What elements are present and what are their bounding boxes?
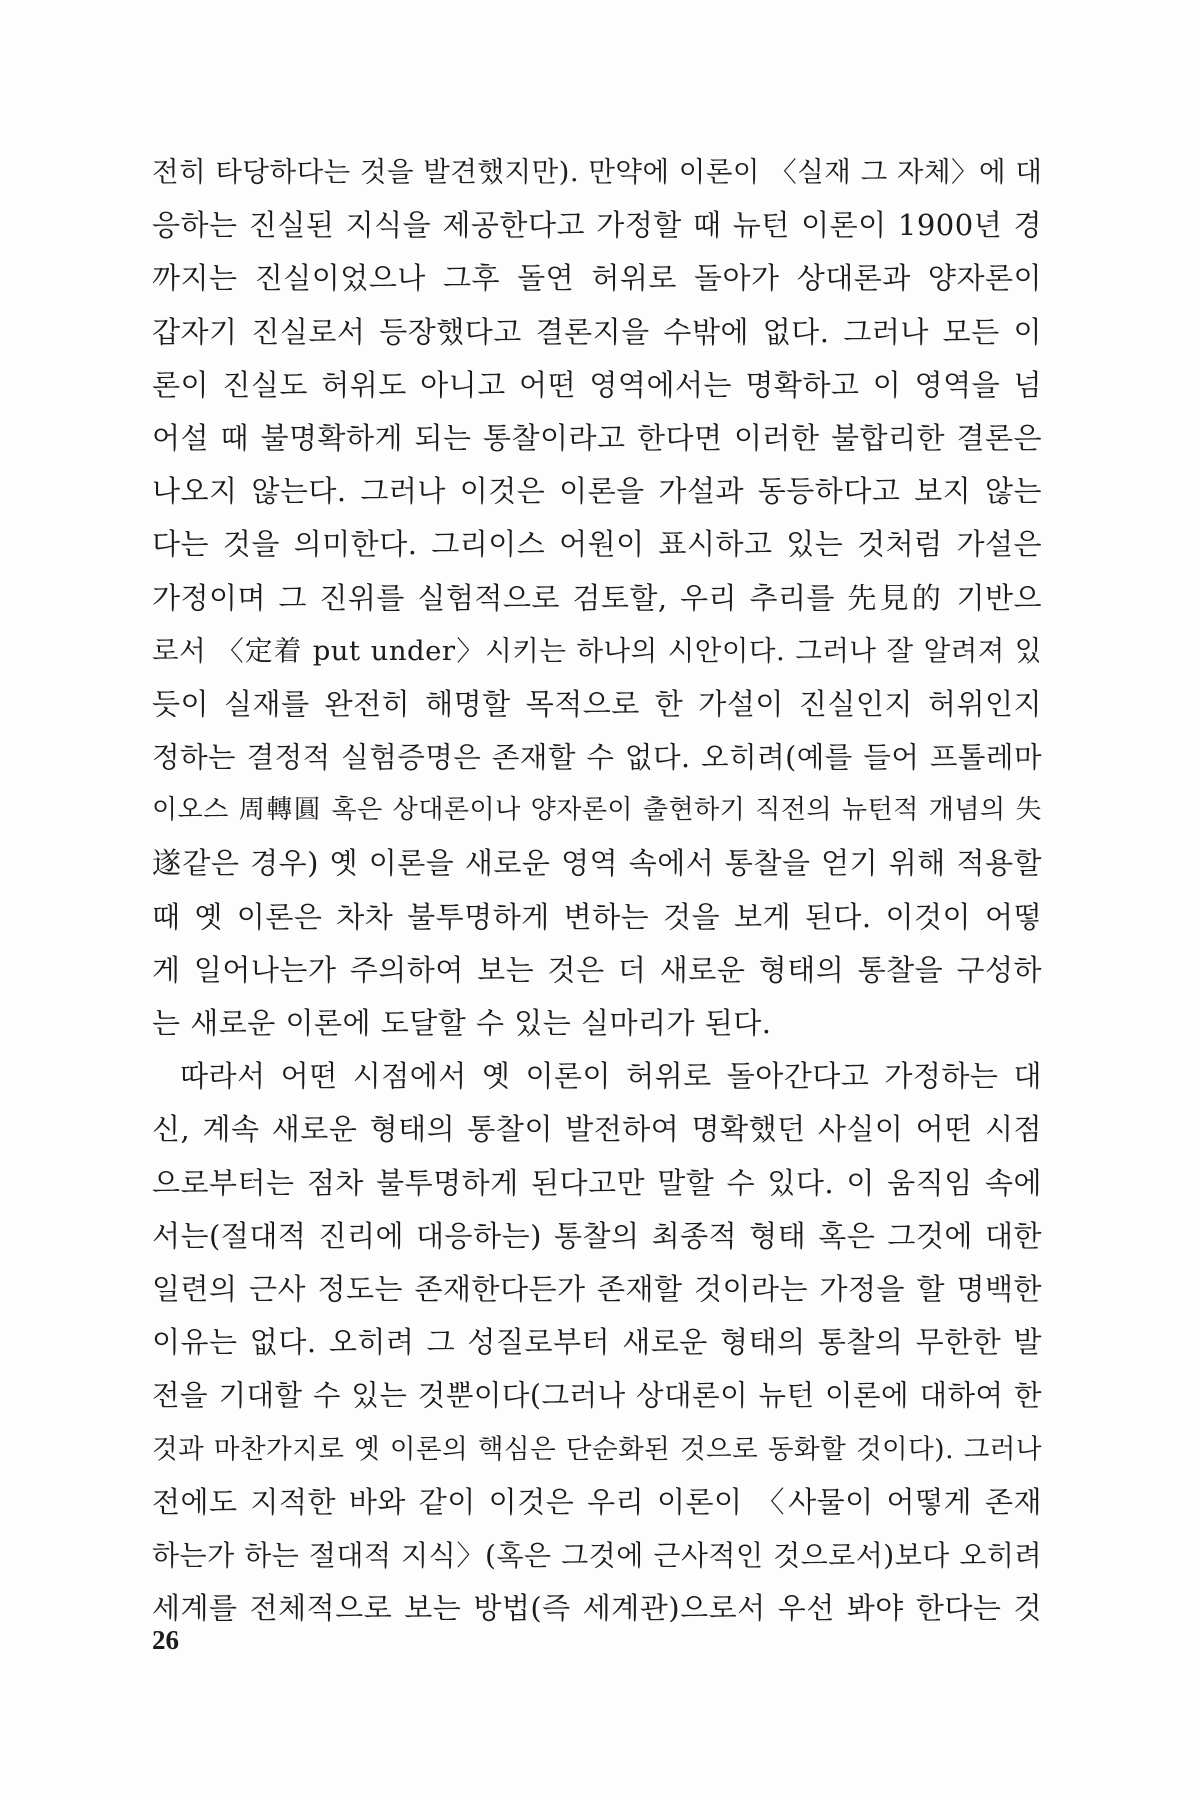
text-line: 때 옛 이론은 차차 불투명하게 변하는 것을 보게 된다. 이것이 어떻 <box>152 899 1042 934</box>
text-line: 것과 마찬가지로 옛 이론의 핵심은 단순화된 것으로 동화할 것이다). 그러나 <box>152 1433 1042 1465</box>
text-line: 전히 타당하다는 것을 발견했지만). 만약에 이론이 〈실재 그 자체〉에 대 <box>152 156 1043 188</box>
text-line: 이유는 없다. 오히려 그 성질로부터 새로운 형태의 통찰의 무한한 발 <box>152 1325 1042 1360</box>
text-line: 다는 것을 의미한다. 그리이스 어원이 표시하고 있는 것처럼 가설은 <box>152 527 1042 562</box>
text-line: 게 일어나는가 주의하여 보는 것은 더 새로운 형태의 통찰을 구성하 <box>152 952 1042 987</box>
text-line: 갑자기 진실로서 등장했다고 결론지을 수밖에 없다. 그러나 모든 이 <box>152 314 1042 349</box>
text-line: 나오지 않는다. 그러나 이것은 이론을 가설과 동등하다고 보지 않는 <box>152 474 1042 509</box>
text-line: 듯이 실재를 완전히 해명할 목적으로 한 가설이 진실인지 허위인지 <box>152 686 1042 721</box>
body-text <box>152 146 1042 1635</box>
text-line: 전을 기대할 수 있는 것뿐이다(그러나 상대론이 뉴턴 이론에 대하여 한 <box>152 1379 1042 1413</box>
text-line: 어설 때 불명확하게 되는 통찰이라고 한다면 이러한 불합리한 결론은 <box>152 420 1042 455</box>
text-line: 세계를 전체적으로 보는 방법(즉 세계관)으로서 우선 봐야 한다는 것 <box>152 1591 1042 1626</box>
page-number: 26 <box>152 1625 179 1655</box>
text-line: 서는(절대적 진리에 대응하는) 통찰의 최종적 형태 혹은 그것에 대한 <box>152 1218 1042 1253</box>
text-line: 까지는 진실이었으나 그후 돌연 허위로 돌아가 상대론과 양자론이 <box>152 261 1042 296</box>
text-line: 하는가 하는 절대적 지식〉(혹은 그것에 근사적인 것으로서)보다 오히려 <box>152 1538 1042 1572</box>
text-line: 정하는 결정적 실험증명은 존재할 수 없다. 오히려(예를 들어 프톨레마 <box>152 741 1042 775</box>
text-line: 으로부터는 점차 불투명하게 된다고만 말할 수 있다. 이 움직임 속에 <box>152 1165 1042 1200</box>
text-line: 응하는 진실된 지식을 제공한다고 가정할 때 뉴턴 이론이 1900년 경 <box>152 208 1042 243</box>
text-line: 遂같은 경우) 옛 이론을 새로운 영역 속에서 통찰을 얻기 위해 적용할 <box>152 846 1042 881</box>
text-line: 로서 〈定着 put under〉시키는 하나의 시안이다. 그러나 잘 알려져 있 <box>152 634 1042 667</box>
text-line: 전에도 지적한 바와 같이 이것은 우리 이론이 〈사물이 어떻게 존재 <box>152 1484 1042 1519</box>
text-line: 가정이며 그 진위를 실험적으로 검토할, 우리 추리를 先見的 기반으 <box>152 580 1042 615</box>
text-line: 이오스 周轉圓 혹은 상대론이나 양자론이 출현하기 직전의 뉴턴적 개념의 失 <box>152 795 1042 826</box>
text-line: 신, 계속 새로운 형태의 통찰이 발전하여 명확했던 사실이 어떤 시점 <box>152 1112 1042 1147</box>
text-line: 론이 진실도 허위도 아니고 어떤 영역에서는 명확하고 이 영역을 넘 <box>152 367 1042 402</box>
paragraph-end-line: 는 새로운 이론에 도달할 수 있는 실마리가 된다. <box>152 1006 772 1040</box>
text-line: 일련의 근사 정도는 존재한다든가 존재할 것이라는 가정을 할 명백한 <box>152 1271 1042 1306</box>
paragraph-start-line: 따라서 어떤 시점에서 옛 이론이 허위로 돌아간다고 가정하는 대 <box>180 1059 1042 1094</box>
